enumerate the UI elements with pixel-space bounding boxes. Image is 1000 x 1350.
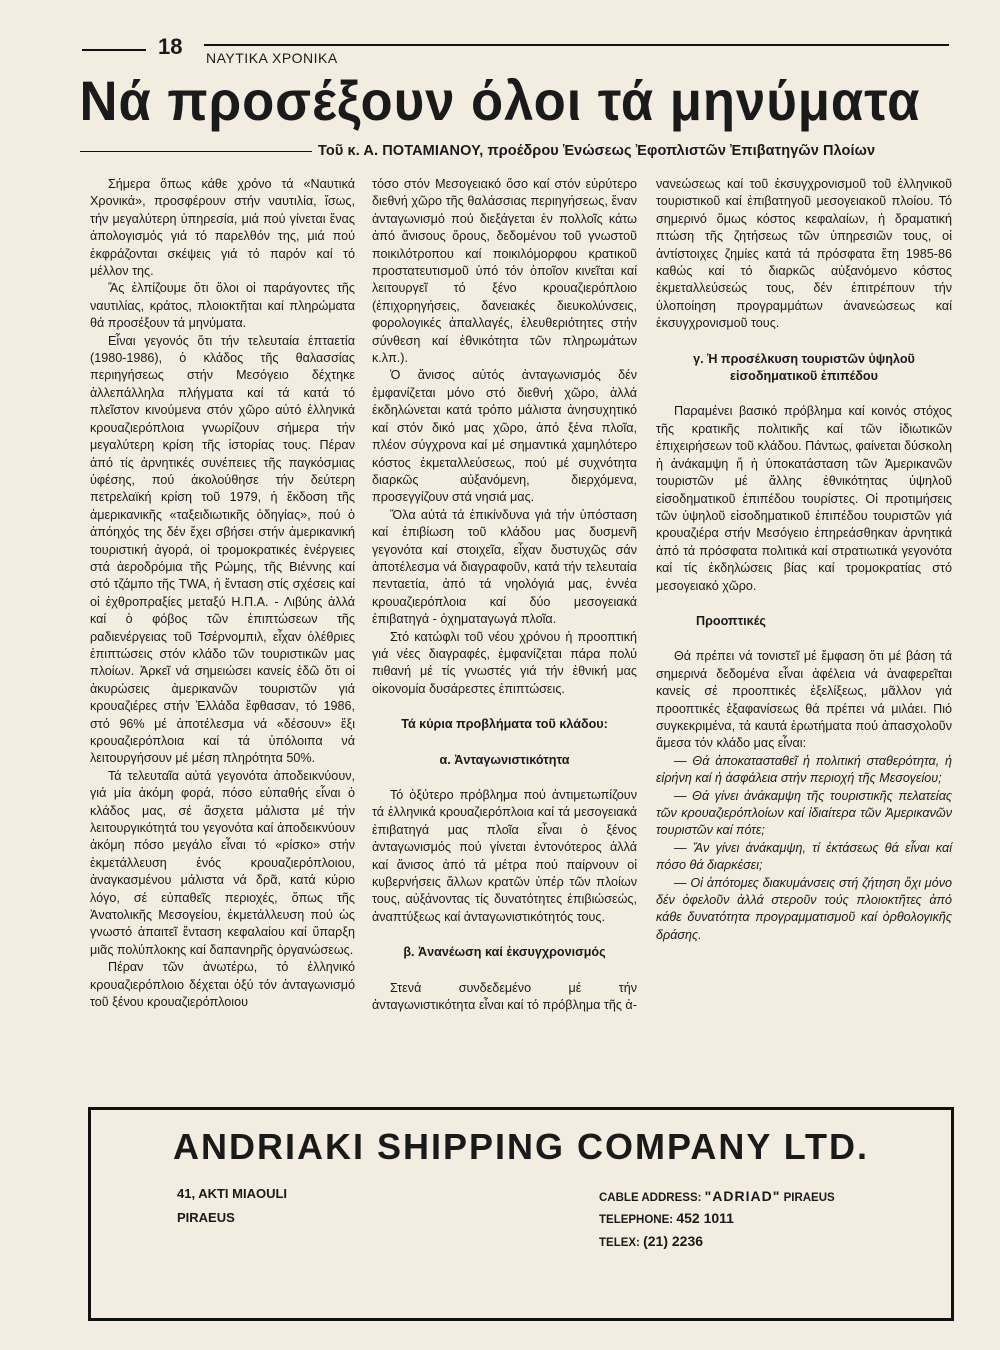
telex-value: (21) 2236 — [643, 1233, 704, 1249]
section-heading-main: Τά κύρια προβλήματα τοῦ κλάδου: — [401, 717, 608, 732]
paragraph: Εἶναι γεγονός ὅτι τήν τελευταία ἑπταετία (1980-1986), ὁ κλάδος τῆς θαλασσίας περιηγήσεως στήν Μεσόγειο δέχτηκε ἀλλεπάλληλα πλήγματα καί τά κατά τό πλεῖστον κινούμενα στόν χῶρο αὐτό ἑλληνικά κρουαζιερόπλοια γνωρίζουν σήμερα τήν μεγαλύτερη κρίση τῆς ἱστορίας τους. Πέραν ἀπό τίς ἀρνητικές συνέπειες τῆς παγκόσμιας ὑφέσης, πού ἀκολούθησε τήν δεύτερη πετρελαϊκή κρίση τοῦ 1979, ἡ ἔκδοση τῆς ἀμερικανικῆς «ταξειδιωτικῆς ὁδηγίας», πού ὁ ἀπόηχός της δέν ἔχει σβήσει στήν ἀμερικανική τουριστική ἀγορά, οἱ τρομοκρατικές ἐνέργειες στά ἀεροδρόμια τῆς Ρώμης, τῆς Βιέννης καί στό τζάμπο τῆς TWA, ἡ ἔνταση στίς σχέσεις καί οἱ ἐχθροπραξίες μεταξύ Η.Π.Α. - Λιβύης ἀλλά καί ὁ φόβος τῶν ἐπιπτώσεων τῆς ραδιενέργειας τοῦ Τσέρνομπιλ, εἶχαν ὀλέθριες ἐπιπτώσεις στόν κλάδο τῶν τουριστικῶν μας πλοίων. Ἀρκεῖ νά σημειώσει κανείς ἐδῶ ὅτι οἱ ἀκυρώσεις ἀμερικανῶν τουριστῶν γιά κρουαζιέρες στήν Ἑλλάδα ἔφθασαν, τό 1986, στό 96% μέ ἀποτέλεσμα νά «δέσουν» ἕξι κρουαζιερόπλοια καί τά ὑπόλοιπα νά λειτουργήσουν μέ μέση πληρότητα 50%. — [90, 333, 355, 766]
paragraph: Παραμένει βασικό πρόβλημα καί κοινός στόχος τῆς κρατικῆς πολιτικῆς καί τῶν ἰδιωτικῶν ἐπιχειρήσεων τοῦ κλάδου. Πάντως, φαίνεται δύσκολη ἡ ἀνάκαμψη ἤ ἡ ὑποκατάσταση τῶν Ἀμερικανῶν τουριστῶν μέ ἄλλης ἐθνικότητας ὑψηλοῦ εἰσοδηματικοῦ ἐπιπέδου τουρίστες. Οἱ προτιμήσεις τῶν ὑψηλοῦ εἰσοδηματικοῦ ἐπιπέδου τουριστῶν γιά κρουαζιέρα στήν Μεσόγειο ἐπηρεάσθηκαν ἀρνητικά ἀπό τά πρόσφατα πολιτικά καί στρατιωτικά γεγονότα καί τίς ἐκδηλώσεις βίας καί τρομοκρατίας στό μεσογειακό χῶρο. — [656, 404, 952, 593]
paragraph: τόσο στόν Μεσογειακό ὅσο καί στόν εὐρύτερο διεθνή χῶρο τῆς θαλάσσιας περιηγήσεως, ἕναν ἀνταγωνισμό πού διεξάγεται ἐν πολλοῖς κάτω ἀπό ἄνισους ὅρους, δεδομένου τοῦ γνωστοῦ ποικιλότροπου καί ποικιλόμορφου κρατικοῦ προστατευτισμοῦ ὑπό τόν ὁποῖον κινεῖται καί λειτουργεῖ τό ξένο κρουαζιερόπλοιο (ἐπιχορηγήσεις, δανειακές διευκολύνσεις, φορολογικές ἀπαλλαγές, ἐλευθεριότητες στήν σύνθεση καί ἐθνικότητα τῶν πληρωμάτων κ.λπ.). — [372, 177, 637, 366]
header-rule-left — [82, 49, 146, 51]
question-item: — Θά ἀποκατασταθεῖ ἡ πολιτική σταθερότητα, ἡ εἰρήνη καί ἡ ἀσφάλεια στήν περιοχή τῆς Μεσογείου; — [656, 753, 952, 786]
paragraph: Πέραν τῶν ἀνωτέρω, τό ἑλληνικό κρουαζιερόπλοιο δέχεται ὀξύ τόν ἀνταγωνισμό τοῦ ξένου κρουαζιερόπλοιου — [90, 960, 355, 1010]
article-column-3 — [656, 176, 952, 944]
paragraph: νανεώσεως καί τοῦ ἐκσυγχρονισμοῦ τοῦ ἑλληνικοῦ τουριστικοῦ καί ἐπιβατηγοῦ μεσογειακοῦ πλοίου. Τό σημερινό ὅμως κόστος κεφαλαίων, ἡ δραματική πτώση τῆς ζητήσεως τῶν ὑπηρεσιῶν τους, οἱ ἀντίστοιχες ζημίες κατά τά πρόσφατα ἔτη 1985-86 καθώς καί τό διαρκῶς αὐξανόμενο κόστος ἐκμεταλλεύσεώς τους, δέν ἐπιτρέπουν τήν ὑλοποίηση προγραμμάτων ἀνανεώσεως καί ἐκσυγχρονισμοῦ τους. — [656, 177, 952, 331]
question-item: — Θά γίνει ἀνάκαμψη τῆς τουριστικῆς πελατείας τῶν κρουαζιερόπλοίων καί ἰδιαίτερα τῶν Ἀμερικανῶν τουριστῶν καί πότε; — [656, 788, 952, 838]
publication-name: ΝΑΥΤΙΚΑ ΧΡΟΝΙΚΑ — [206, 50, 338, 66]
header-rule-right — [204, 44, 949, 46]
paragraph: Στενά συνδεδεμένο μέ τήν ἀνταγωνιστικότητα εἶναι καί τό πρόβλημα τῆς ἀ- — [372, 980, 637, 1013]
paragraph: Τά τελευταῖα αὐτά γεγονότα ἀποδεικνύουν, γιά μία ἀκόμη φορά, πόσο εὐπαθής εἶναι ὁ κλάδος μας, σέ ἄσχετα μάλιστα μέ τήν λειτουργικότητά του γεγονότα καί ἀποδεικνύουν ἀκόμη πόσο μεγάλο εἶναι τό «ρίσκο» στήν ἐκμετάλλευση ἑνός κρουαζιερόπλοιου, ἀναγκασμένου μάλιστα νά δρᾶ, κατά κύριο λόγο, σέ εὐπαθεῖς περιοχές, ὅπως τῆς Ἀνατολικῆς Μεσογείου, ἐκμετάλλευση πού ὡς γνωστό ἀπαιτεῖ ἔνταση κεφαλαίου καί ὕπαρξη μιᾶς πολύπλοκης καί δαπανηρῆς ὀργανώσεως. — [90, 768, 355, 957]
cable-value: "ADRIAD" — [704, 1188, 781, 1204]
telephone-value: 452 1011 — [676, 1210, 734, 1226]
question-item: — Οἱ ἀπότομες διακυμάνσεις στή ζήτηση ὄχι μόνο δέν ὀφελοῦν ἀλλά στεροῦν τούς πλοιοκτῆτες ἀπό κάθε δυνατότητα προγραμματισμοῦ καί ὀρθολογικῆς δράσης. — [656, 875, 952, 942]
article-byline: Τοῦ κ. Α. ΠΟΤΑΜΙΑΝΟΥ, προέδρου Ἑνώσεως Ἐφοπλιστῶν Ἐπιβατηγῶν Πλοίων — [318, 143, 876, 159]
article-column-1 — [90, 176, 355, 1012]
section-heading-a: α. Ἀνταγωνιστικότητα — [439, 752, 570, 767]
paragraph: Στό κατώφλι τοῦ νέου χρόνου ἡ προοπτική γιά νέες διαγραφές, ἐμφανίζεται πάρα πολύ πιθανή μέ τίς γνωστές γιά τήν ἐθνική μας οἰκονομία δυσάρεστες ἐπιπτώσεις. — [372, 629, 637, 696]
paragraph: Τό ὀξύτερο πρόβλημα πού ἀντιμετωπίζουν τά ἑλληνικά κρουαζιερόπλοια καί τά μεσογειακά ἐπιβατηγά μας πλοῖα εἶναι ὁ ξένος ἀνταγωνισμός πού γίνεται ἐντονότερος ἀλλά καί ἄνισος ἀπό τά μέτρα πού παίρνουν οἱ κυβερνήσεις ἄλλων κρατῶν ὑπέρ τῶν πλοίων τους, αὐξάνοντας τίς δυνατότητες ἐπιβιώσεώς, ἀναπτύξεως καί ἀνταγωνιστικότητός τους. — [372, 788, 637, 924]
advertisement-box — [88, 1107, 954, 1321]
section-heading-b: β. Ἀνανέωση καί ἐκσυγχρονισμός — [403, 945, 606, 960]
paragraph: Θά πρέπει νά τονιστεῖ μέ ἔμφαση ὅτι μέ βάση τά σημερινά δεδομένα εἶναι ἀφέλεια νά ἀναφερεῖται κανείς σέ προοπτικές ἐξελίξεως, μᾶλλον γιά προοπτικές ἐξαφανίσεως θά πρέπει νά μιλάει. Πιό συγκεκριμένα, τά καυτά ἐρωτήματα πού ἀπασχολοῦν ἄμεσα τόν κλάδο μας εἶναι: — [656, 649, 952, 751]
section-heading-c: γ. Ἡ προσέλκυση τουριστῶν ὑψηλοῦ εἰσοδηματικοῦ ἐπιπέδου — [693, 351, 915, 384]
question-item: — Ἄν γίνει ἀνάκαμψη, τί ἐκτάσεως θά εἶναι καί πόσο θά διαρκέσει; — [656, 840, 952, 873]
paragraph: Ἄς ἐλπίζουμε ὅτι ὅλοι οἱ παράγοντες τῆς ναυτιλίας, κράτος, πλοιοκτῆται καί πληρώματα θά προσέξουν τά μηνύματα. — [90, 281, 355, 331]
cable-label: CABLE ADDRESS: — [599, 1192, 702, 1204]
telex-label: TELEX: — [599, 1237, 640, 1249]
paragraph: Ὁ ἄνισος αὐτός ἀνταγωνισμός δέν ἐμφανίζεται μόνο στό διεθνή χῶρο, ἀλλά ἐκδηλώνεται κατά τρόπο μάλιστα ἀνησυχητικό καί στόν δικό μας χῶρο, ἀπό ξένα πλοῖα, πλέον σύγχρονα καί μέ σημαντικά χαμηλότερο κόστος ἐκμεταλλεύσεως, πού μέ συχνότητα διαρκῶς αὐξανόμενη, διερχόμενα, προσεγγίζουν στά νησιά μας. — [372, 368, 637, 505]
advert-address-line-1: 41, AKTI MIAOULI — [177, 1186, 288, 1201]
paragraph: Σήμερα ὅπως κάθε χρόνο τά «Ναυτικά Χρονικά», προσφέρουν στήν ναυτιλία, ἴσως, τήν μεγαλύτερη ὑπηρεσία, μιά πού γίνεται ἕνας ἀπολογισμός γιά τό παρελθόν της, μιά πού ἐκφράζονται σκέψεις γιά τό παρόν καί τό μέλλον της. — [90, 177, 355, 279]
cable-city: PIRAEUS — [783, 1192, 835, 1204]
advert-company-name: ANDRIAKI SHIPPING COMPANY LTD. — [172, 1126, 870, 1167]
article-title: Νά προσέξουν όλοι τά μηνύματα — [79, 69, 921, 132]
advert-address-line-2: PIRAEUS — [177, 1210, 235, 1225]
paragraph: Ὅλα αὐτά τά ἐπικίνδυνα γιά τήν ὑπόσταση καί ἐπιβίωση τοῦ κλάδου μας δυσμενῆ γεγονότα καί στοιχεῖα, εἶχαν δυστυχῶς σάν ἀποτέλεσμα νά διαγραφοῦν, κατά τήν τελευταία πενταετία, ἀπό τά νηολόγιά μας, ἐννέα κρουαζιερόπλοια καί δύο μεσογειακά ἐπιβατηγά - ὀχηματαγωγά πλοῖα. — [372, 507, 637, 627]
section-heading-d: Προοπτικές — [696, 613, 766, 628]
advert-telex — [599, 1233, 703, 1249]
advert-telephone — [599, 1210, 734, 1226]
advert-cable-address — [599, 1188, 835, 1204]
telephone-label: TELEPHONE: — [599, 1214, 674, 1226]
article-column-2 — [372, 176, 637, 1014]
page-number: 18 — [158, 34, 183, 59]
byline-rule — [80, 151, 312, 152]
